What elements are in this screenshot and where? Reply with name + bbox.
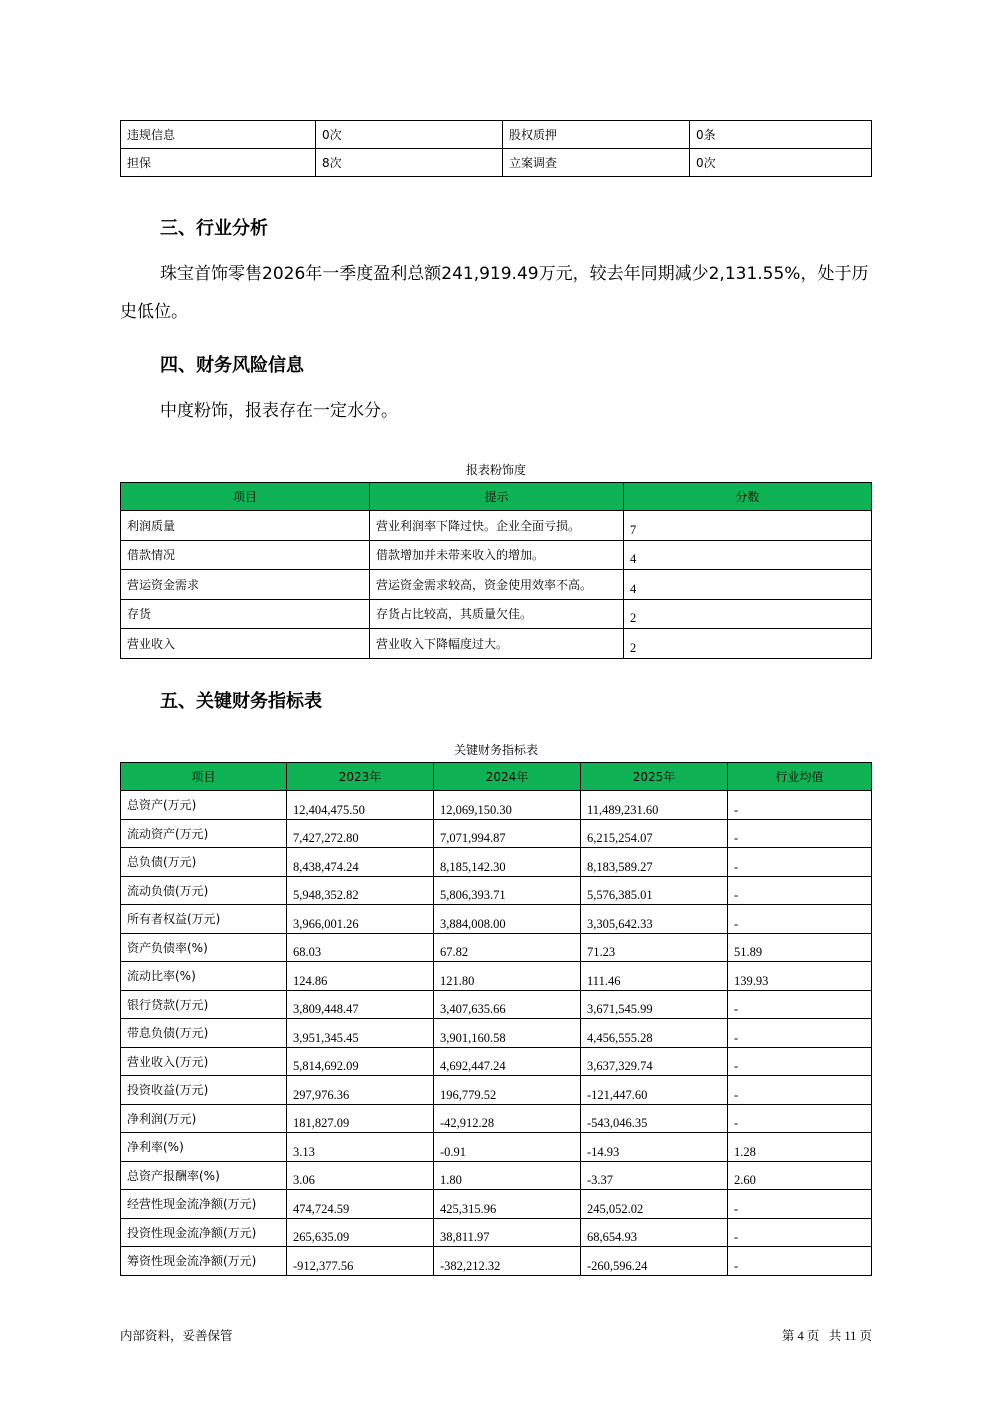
metric-value-cell: - [728, 1247, 872, 1276]
table-cell: 立案调查 [503, 149, 690, 177]
column-header: 项目 [121, 763, 287, 791]
metric-value-cell: - [728, 848, 872, 877]
metric-value-cell: - [728, 876, 872, 905]
metric-label-cell: 总资产报酬率(%) [121, 1161, 287, 1190]
metric-value-cell: -42,912.28 [434, 1104, 581, 1133]
metric-value-cell: 3,884,008.00 [434, 905, 581, 934]
metric-value-cell: 3.06 [287, 1161, 434, 1190]
table-row [121, 876, 872, 905]
metric-value-cell: -121,447.60 [581, 1076, 728, 1105]
metric-label-cell: 所有者权益(万元) [121, 905, 287, 934]
metric-value-cell: 3,305,642.33 [581, 905, 728, 934]
metric-value-cell: 3,671,545.99 [581, 990, 728, 1019]
table-row [121, 1247, 872, 1276]
table-cell: 借款增加并未带来收入的增加。 [370, 540, 624, 570]
table-cell: 利润质量 [121, 511, 370, 541]
table-row [121, 149, 872, 177]
table-row [121, 1161, 872, 1190]
metric-value-cell: 1.80 [434, 1161, 581, 1190]
table-cell: 违规信息 [121, 121, 316, 149]
metric-label-cell: 净利率(%) [121, 1133, 287, 1162]
metric-value-cell: 245,052.02 [581, 1190, 728, 1219]
column-header: 2023年 [287, 763, 434, 791]
metric-value-cell: 3.13 [287, 1133, 434, 1162]
column-header: 2024年 [434, 763, 581, 791]
metric-value-cell: - [728, 1019, 872, 1048]
metric-label-cell: 带息负债(万元) [121, 1019, 287, 1048]
metric-value-cell: 8,183,589.27 [581, 848, 728, 877]
section-heading-industry: 三、行业分析 [160, 218, 268, 239]
metric-value-cell: 2.60 [728, 1161, 872, 1190]
risk-table-caption: 报表粉饰度 [465, 463, 526, 477]
section-heading-risk: 四、财务风险信息 [160, 355, 304, 376]
metric-value-cell: 6,215,254.07 [581, 819, 728, 848]
metric-value-cell: -14.93 [581, 1133, 728, 1162]
metric-value-cell: - [728, 990, 872, 1019]
score-cell: 7 [624, 511, 872, 541]
table-row [121, 511, 872, 541]
table-cell: 担保 [121, 149, 316, 177]
column-header: 行业均值 [728, 763, 872, 791]
table-row [121, 1104, 872, 1133]
table-row [121, 121, 872, 149]
industry-paragraph: 珠宝首饰零售2026年一季度盈利总额241,919.49万元，较去年同期减少2,131.55%，处于历史低位。 [120, 264, 869, 322]
table-cell: 营运资金需求 [121, 570, 370, 600]
table-row [121, 1019, 872, 1048]
metric-value-cell: - [728, 1076, 872, 1105]
metric-label-cell: 筹资性现金流净额(万元) [121, 1247, 287, 1276]
metric-value-cell: 1.28 [728, 1133, 872, 1162]
metric-value-cell: 124.86 [287, 962, 434, 991]
column-header: 项目 [121, 483, 370, 511]
metric-value-cell: - [728, 791, 872, 820]
table-cell: 借款情况 [121, 540, 370, 570]
metric-value-cell: -0.91 [434, 1133, 581, 1162]
table-row [121, 570, 872, 600]
metric-value-cell: 68,654.93 [581, 1218, 728, 1247]
metric-value-cell: 68.03 [287, 933, 434, 962]
metric-value-cell: - [728, 1047, 872, 1076]
metric-value-cell: 71.23 [581, 933, 728, 962]
table-cell: 0次 [316, 121, 503, 149]
metric-value-cell: 5,576,385.01 [581, 876, 728, 905]
metric-value-cell: 38,811.97 [434, 1218, 581, 1247]
table-row [121, 629, 872, 659]
metric-value-cell: -382,212.32 [434, 1247, 581, 1276]
table-cell: 营业收入 [121, 629, 370, 659]
column-header: 2025年 [581, 763, 728, 791]
score-cell: 2 [624, 599, 872, 629]
table-row [121, 791, 872, 820]
risk-table [120, 482, 872, 659]
metric-value-cell: 11,489,231.60 [581, 791, 728, 820]
score-cell: 4 [624, 540, 872, 570]
risk-paragraph: 中度粉饰，报表存在一定水分。 [160, 401, 398, 421]
metric-value-cell: - [728, 905, 872, 934]
metric-value-cell: 474,724.59 [287, 1190, 434, 1219]
kpi-table [120, 762, 872, 1276]
metric-value-cell: - [728, 819, 872, 848]
kpi-table-body [121, 791, 872, 1276]
metric-value-cell: 196,779.52 [434, 1076, 581, 1105]
kpi-table-caption: 关键财务指标表 [453, 743, 538, 757]
metric-value-cell: 3,966,001.26 [287, 905, 434, 934]
table-cell: 股权质押 [503, 121, 690, 149]
table-cell: 营运资金需求较高，资金使用效率不高。 [370, 570, 624, 600]
metric-value-cell: 425,315.96 [434, 1190, 581, 1219]
metric-value-cell: 4,456,555.28 [581, 1019, 728, 1048]
metric-label-cell: 净利润(万元) [121, 1104, 287, 1133]
column-header: 分数 [624, 483, 872, 511]
metric-label-cell: 流动比率(%) [121, 962, 287, 991]
metric-value-cell: 12,069,150.30 [434, 791, 581, 820]
table-cell: 0条 [690, 121, 872, 149]
table-row [121, 1047, 872, 1076]
metric-value-cell: 67.82 [434, 933, 581, 962]
metric-label-cell: 流动资产(万元) [121, 819, 287, 848]
metric-label-cell: 总负债(万元) [121, 848, 287, 877]
metric-value-cell: 139.93 [728, 962, 872, 991]
table-cell: 营业利润率下降过快。企业全面亏损。 [370, 511, 624, 541]
metric-value-cell: 8,185,142.30 [434, 848, 581, 877]
metric-value-cell: 3,901,160.58 [434, 1019, 581, 1048]
column-header: 提示 [370, 483, 624, 511]
table-row [121, 599, 872, 629]
metric-value-cell: -912,377.56 [287, 1247, 434, 1276]
table-row [121, 1076, 872, 1105]
metric-value-cell: 111.46 [581, 962, 728, 991]
metric-label-cell: 营业收入(万元) [121, 1047, 287, 1076]
metric-value-cell: 7,071,994.87 [434, 819, 581, 848]
metric-value-cell: 5,806,393.71 [434, 876, 581, 905]
metric-value-cell: -260,596.24 [581, 1247, 728, 1276]
metric-value-cell: 3,637,329.74 [581, 1047, 728, 1076]
metric-label-cell: 投资性现金流净额(万元) [121, 1218, 287, 1247]
metric-value-cell: 3,407,635.66 [434, 990, 581, 1019]
table-header-row [121, 483, 872, 511]
metric-value-cell: 181,827.09 [287, 1104, 434, 1133]
table-cell: 营业收入下降幅度过大。 [370, 629, 624, 659]
table-cell: 0次 [690, 149, 872, 177]
metric-value-cell: 4,692,447.24 [434, 1047, 581, 1076]
metric-value-cell: - [728, 1218, 872, 1247]
table-row [121, 905, 872, 934]
footer-page-number: 第 4 页 共 11 页 [781, 1329, 872, 1343]
metric-label-cell: 银行贷款(万元) [121, 990, 287, 1019]
metric-value-cell: - [728, 1104, 872, 1133]
metric-value-cell: 121.80 [434, 962, 581, 991]
metric-value-cell: -543,046.35 [581, 1104, 728, 1133]
metric-value-cell: 5,948,352.82 [287, 876, 434, 905]
table-row [121, 990, 872, 1019]
section-heading-kpi: 五、关键财务指标表 [160, 691, 322, 712]
metric-value-cell: 12,404,475.50 [287, 791, 434, 820]
metric-value-cell: 7,427,272.80 [287, 819, 434, 848]
footer-left: 内部资料，妥善保管 [120, 1328, 233, 1343]
table-header-row [121, 763, 872, 791]
table-row [121, 1190, 872, 1219]
table-row [121, 1133, 872, 1162]
table-row [121, 1218, 872, 1247]
metric-value-cell: 8,438,474.24 [287, 848, 434, 877]
table-cell: 存货 [121, 599, 370, 629]
score-cell: 4 [624, 570, 872, 600]
metric-value-cell: 3,951,345.45 [287, 1019, 434, 1048]
metric-value-cell: 5,814,692.09 [287, 1047, 434, 1076]
table-row [121, 848, 872, 877]
table-row [121, 962, 872, 991]
table-row [121, 933, 872, 962]
metric-value-cell: 265,635.09 [287, 1218, 434, 1247]
metric-value-cell: - [728, 1190, 872, 1219]
compliance-table [120, 120, 872, 177]
metric-label-cell: 资产负债率(%) [121, 933, 287, 962]
metric-label-cell: 总资产(万元) [121, 791, 287, 820]
table-cell: 8次 [316, 149, 503, 177]
score-cell: 2 [624, 629, 872, 659]
metric-value-cell: 3,809,448.47 [287, 990, 434, 1019]
metric-value-cell: -3.37 [581, 1161, 728, 1190]
table-row [121, 540, 872, 570]
metric-value-cell: 51.89 [728, 933, 872, 962]
metric-label-cell: 流动负债(万元) [121, 876, 287, 905]
metric-label-cell: 经营性现金流净额(万元) [121, 1190, 287, 1219]
table-row [121, 819, 872, 848]
metric-value-cell: 297,976.36 [287, 1076, 434, 1105]
table-cell: 存货占比较高，其质量欠佳。 [370, 599, 624, 629]
metric-label-cell: 投资收益(万元) [121, 1076, 287, 1105]
